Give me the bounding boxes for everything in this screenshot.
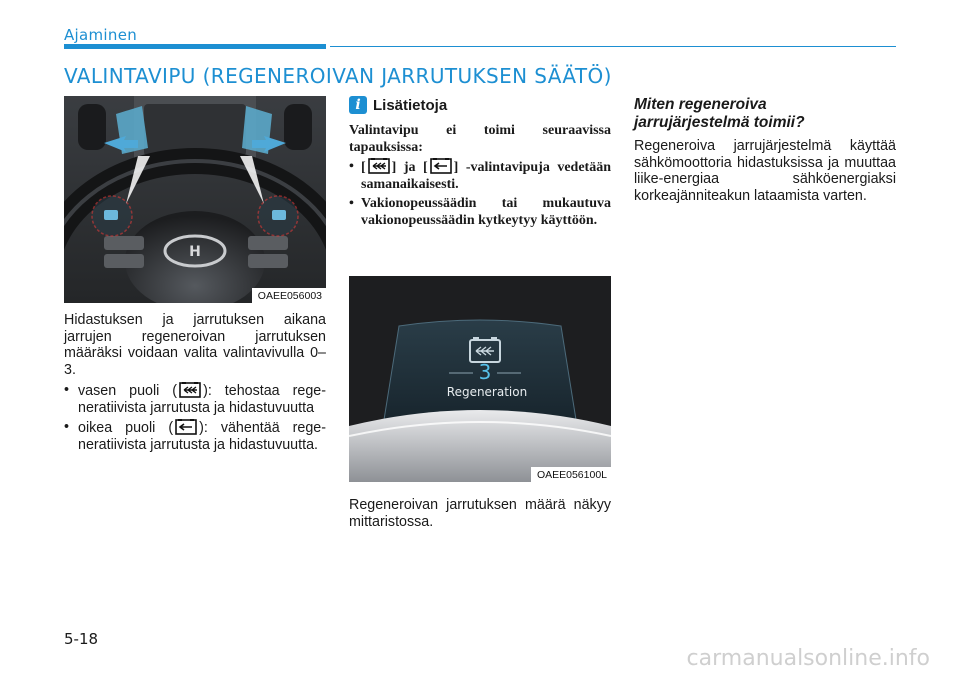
section-label: Ajaminen xyxy=(64,26,138,44)
intro-paragraph: Hidastuksen ja jarrutuksen aikana jarrujen regeneroivan jarrutuksen määräksi voidaan valita valintavivulla 0–3. xyxy=(64,312,326,379)
cluster-caption: Regeneroivan jarrutuksen määrä näkyy mittaristossa. xyxy=(349,497,611,530)
info-intro: Valintavipu ei toimi seuraavissa tapauksissa: xyxy=(349,123,611,155)
info-bullet-both-paddles: • [ ] ja [ ] -valintavipuja vedetään samanaikaisesti. xyxy=(349,158,611,193)
question-heading: Miten regeneroiva jarrujärjestelmä toimii? xyxy=(634,96,805,131)
watermark: carmanualsonline.info xyxy=(686,646,930,671)
info-title: Lisätietoja xyxy=(373,96,448,114)
photo-code-label: OAEE056100L xyxy=(531,467,611,482)
steering-wheel-photo xyxy=(64,96,326,303)
cluster-regeneration-label: Regeneration xyxy=(446,385,528,399)
page-title: VALINTAVIPU (REGENEROIVAN JARRUTUKSEN SÄÄTÖ) xyxy=(64,64,612,88)
info-icon: i xyxy=(349,96,367,114)
regen-decrease-icon xyxy=(430,158,452,174)
cluster-illustration xyxy=(349,276,611,482)
header-rule-thin xyxy=(330,46,896,47)
page-number: 5-18 xyxy=(64,630,99,648)
answer-paragraph: Regeneroiva jarrujärjestelmä käyttää sähkömoottoria hidastuksissa ja muuttaa liike-energiaa sähköenergiaksi korkeajänniteakun lataamista varten. xyxy=(634,138,896,205)
info-body xyxy=(349,122,611,229)
bullet-right-paddle: • oikea puoli ( ): vähentää regeneratiivista jarrutusta ja hidastuvuutta. xyxy=(64,419,326,453)
info-header xyxy=(349,96,611,114)
regen-increase-icon xyxy=(179,382,201,398)
cluster-photo xyxy=(349,276,611,482)
photo-code-label: OAEE056003 xyxy=(252,288,326,303)
bullet-left-paddle: • vasen puoli ( ): tehostaa regeneratiivista jarrutusta ja hidastuvuutta xyxy=(64,382,326,416)
header-rule-thick xyxy=(64,44,326,49)
regen-increase-icon xyxy=(368,158,390,174)
steering-wheel-illustration xyxy=(64,96,326,303)
info-box xyxy=(349,96,611,229)
svg-text:H: H xyxy=(189,244,201,260)
info-bullet-cruise-control: • Vakionopeussäädin tai mukautuva vakionopeussäädin kytkeytyy käyttöön. xyxy=(349,195,611,229)
cluster-level-number: 3 xyxy=(478,360,492,384)
regen-decrease-icon xyxy=(175,419,197,435)
left-column-text xyxy=(64,312,326,454)
